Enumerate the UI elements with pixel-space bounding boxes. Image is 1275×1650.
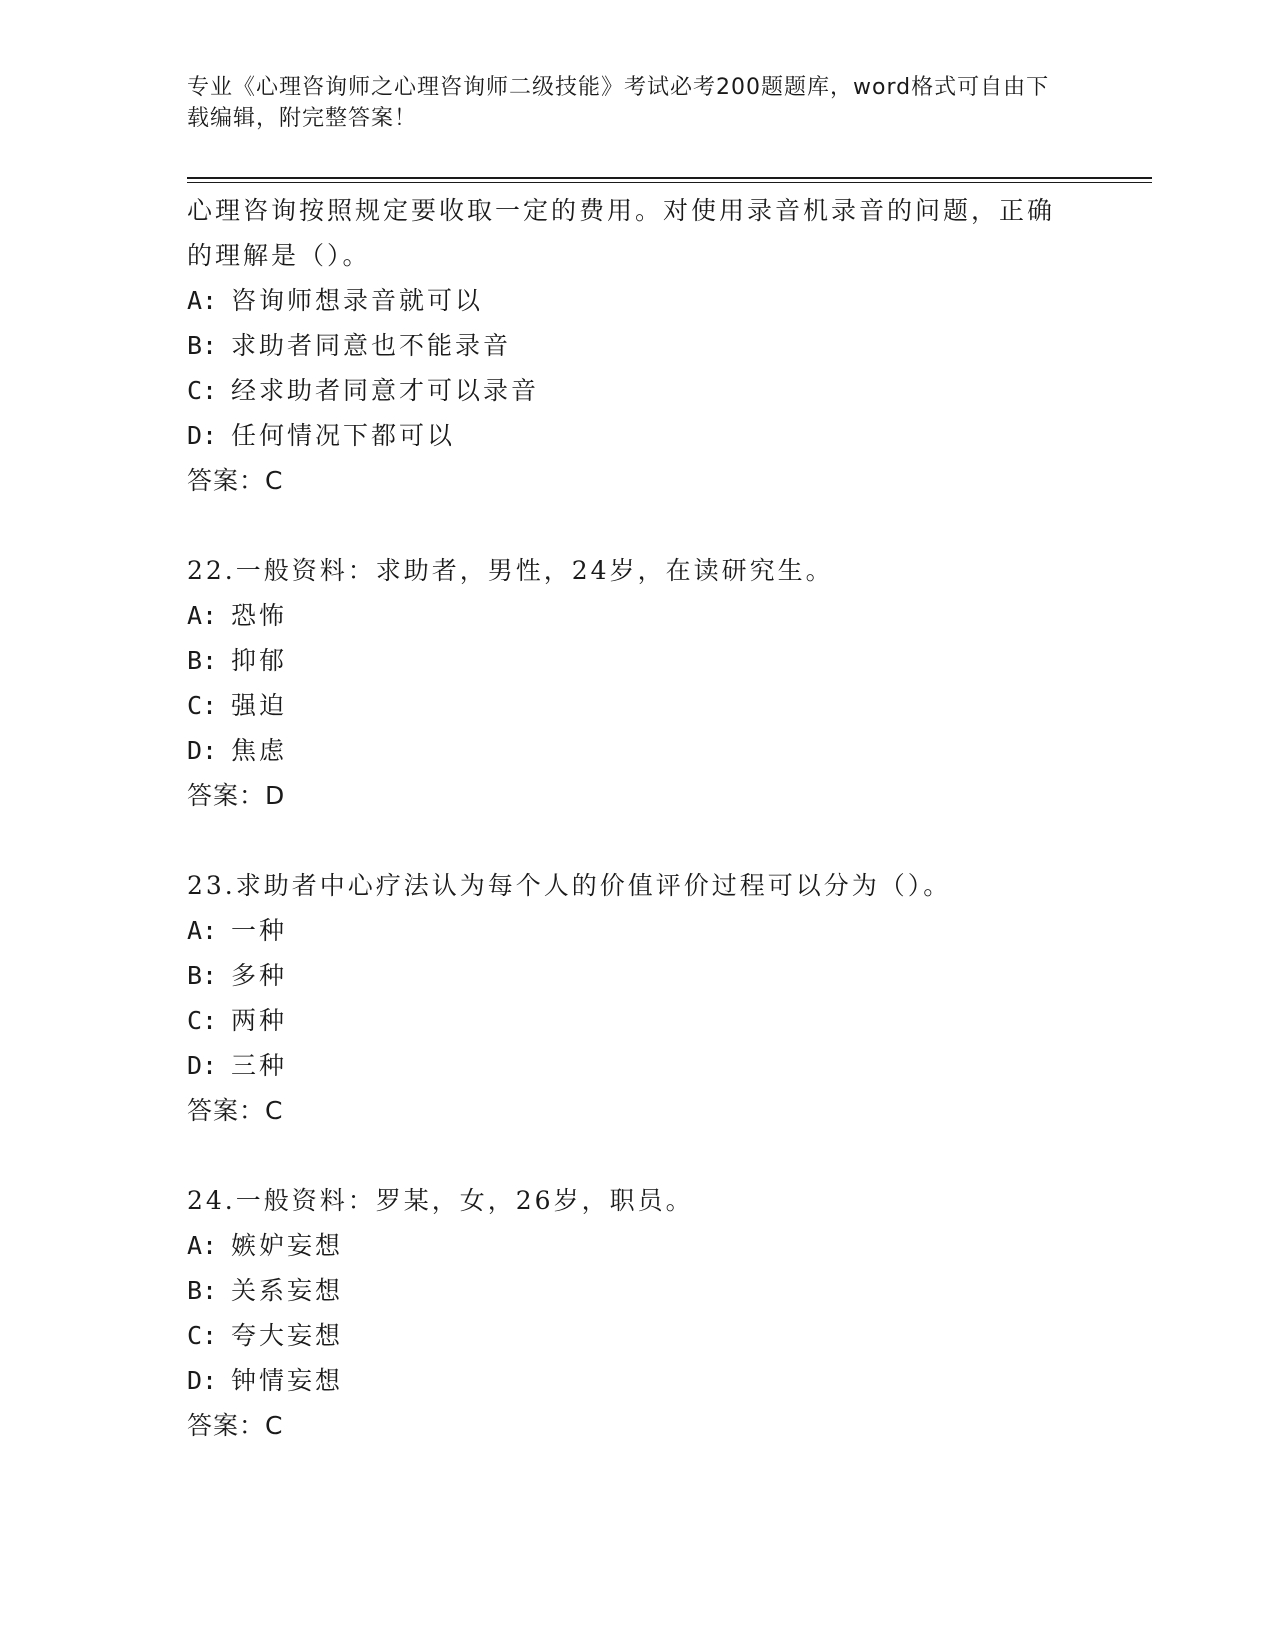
option-text: 求助者同意也不能录音 xyxy=(231,331,512,360)
option-a xyxy=(187,908,1067,953)
question-item xyxy=(187,548,1067,818)
option-text: 多种 xyxy=(231,961,288,990)
option-letter: D: xyxy=(187,421,218,450)
option-text: 抑郁 xyxy=(231,646,288,675)
option-b xyxy=(187,953,1067,998)
option-b xyxy=(187,323,1067,368)
document-header: 专业《心理咨询师之心理咨询师二级技能》考试必考200题题库，word格式可自由下载编辑，附完整答案！ xyxy=(187,75,1050,131)
option-text: 钟情妄想 xyxy=(231,1366,344,1395)
answer-line: 答案：C xyxy=(187,1096,284,1125)
option-letter: B: xyxy=(187,961,218,990)
option-letter: A: xyxy=(187,601,218,630)
option-c xyxy=(187,368,1067,413)
option-b xyxy=(187,638,1067,683)
option-letter: C: xyxy=(187,691,218,720)
question-stem: 22.一般资料：求助者，男性，24岁，在读研究生。 xyxy=(187,556,834,585)
question-stem: 23.求助者中心疗法认为每个人的价值评价过程可以分为（）。 xyxy=(187,871,952,900)
option-letter: C: xyxy=(187,376,218,405)
option-c xyxy=(187,683,1067,728)
option-d xyxy=(187,728,1067,773)
option-text: 夸大妄想 xyxy=(231,1321,344,1350)
option-a xyxy=(187,278,1067,323)
option-text: 两种 xyxy=(231,1006,288,1035)
option-letter: D: xyxy=(187,736,218,765)
option-text: 一种 xyxy=(231,916,288,945)
option-letter: D: xyxy=(187,1366,218,1395)
question-list xyxy=(187,188,1067,1493)
option-text: 焦虑 xyxy=(231,736,288,765)
answer-line: 答案：C xyxy=(187,1411,284,1440)
option-letter: B: xyxy=(187,1276,218,1305)
option-text: 任何情况下都可以 xyxy=(231,421,456,450)
option-text: 关系妄想 xyxy=(231,1276,344,1305)
option-d xyxy=(187,1043,1067,1088)
option-text: 嫉妒妄想 xyxy=(231,1231,344,1260)
option-text: 咨询师想录音就可以 xyxy=(231,286,484,315)
option-letter: A: xyxy=(187,1231,218,1260)
option-d xyxy=(187,1358,1067,1403)
option-c xyxy=(187,998,1067,1043)
option-letter: C: xyxy=(187,1006,218,1035)
header-divider-thick xyxy=(187,177,1152,179)
option-b xyxy=(187,1268,1067,1313)
option-letter: B: xyxy=(187,646,218,675)
question-item xyxy=(187,863,1067,1133)
option-text: 强迫 xyxy=(231,691,288,720)
question-item xyxy=(187,1178,1067,1448)
option-text: 经求助者同意才可以录音 xyxy=(231,376,540,405)
option-text: 恐怖 xyxy=(231,601,288,630)
question-stem: 心理咨询按照规定要收取一定的费用。对使用录音机录音的问题，正确的理解是（）。 xyxy=(187,196,1056,270)
question-item xyxy=(187,188,1067,503)
answer-line: 答案：C xyxy=(187,466,284,495)
option-letter: D: xyxy=(187,1051,218,1080)
option-a xyxy=(187,593,1067,638)
option-d xyxy=(187,413,1067,458)
question-stem: 24.一般资料：罗某，女，26岁，职员。 xyxy=(187,1186,694,1215)
option-letter: A: xyxy=(187,916,218,945)
header-divider-thin xyxy=(187,182,1152,183)
option-text: 三种 xyxy=(231,1051,288,1080)
option-a xyxy=(187,1223,1067,1268)
option-letter: B: xyxy=(187,331,218,360)
option-letter: A: xyxy=(187,286,218,315)
option-letter: C: xyxy=(187,1321,218,1350)
answer-line: 答案：D xyxy=(187,781,286,810)
option-c xyxy=(187,1313,1067,1358)
